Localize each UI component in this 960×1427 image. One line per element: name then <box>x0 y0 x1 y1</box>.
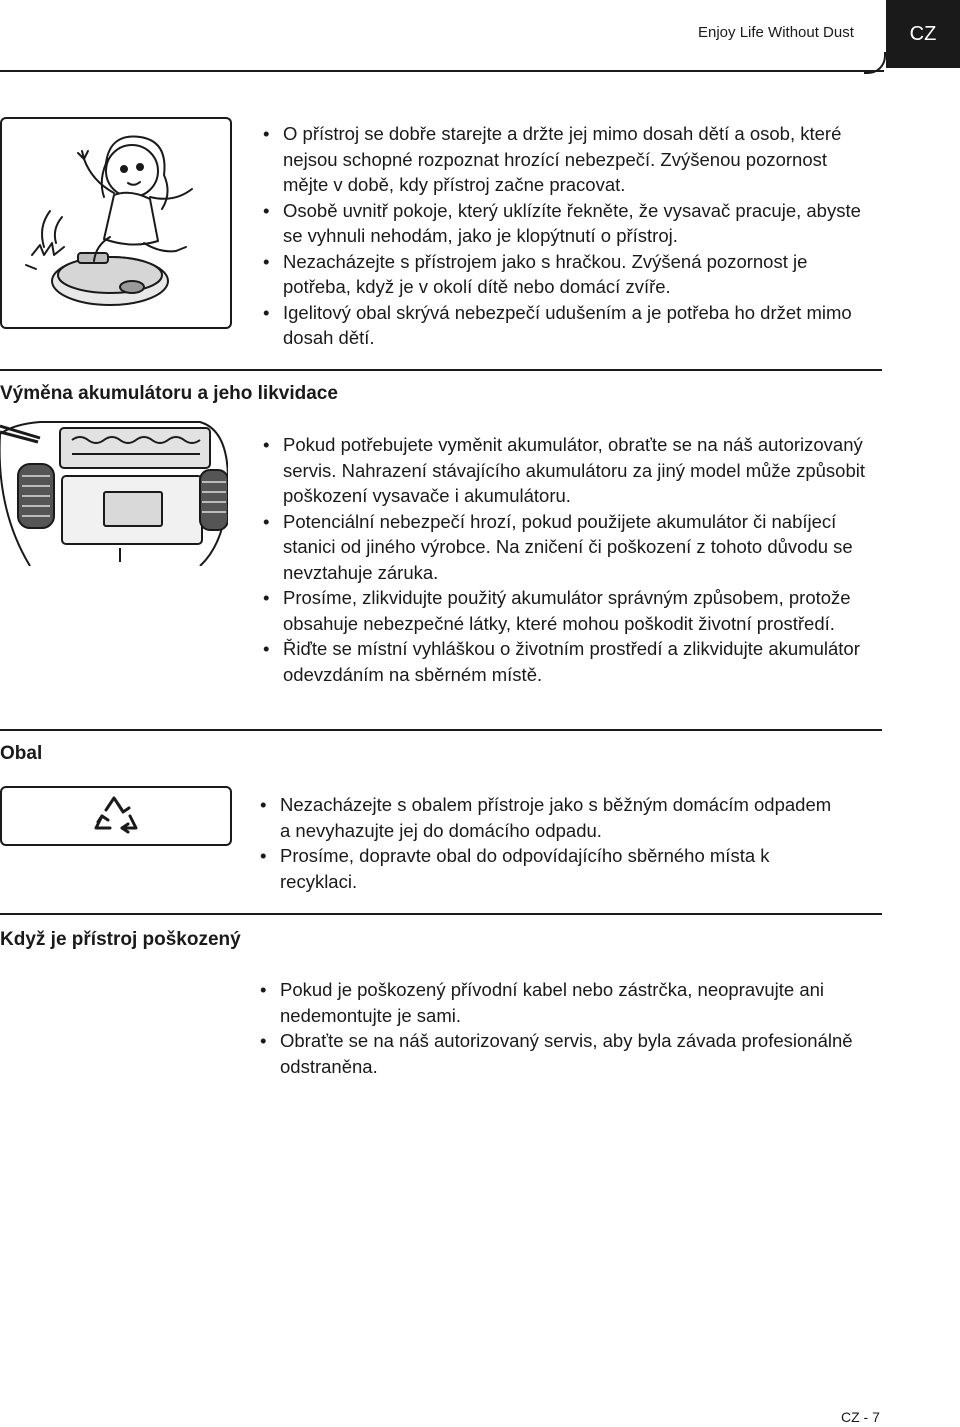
section-divider <box>0 369 882 371</box>
header-tagline: Enjoy Life Without Dust <box>698 24 854 41</box>
recycle-illustration <box>0 786 232 846</box>
page-number: CZ - 7 <box>841 1409 880 1425</box>
packaging-section-title: Obal <box>0 743 43 764</box>
damaged-list <box>260 977 872 1079</box>
robot-underside-illustration <box>0 420 228 566</box>
list-item: • Nezacházejte s přístrojem jako s hračkou. Zvýšená pozornost je potřeba, když je v okolí dítě nebo domácí zvíře. <box>263 249 875 300</box>
section-divider <box>0 729 882 731</box>
battery-list <box>263 432 887 687</box>
list-item: • Pokud potřebujete vyměnit akumulátor, obraťte se na náš autorizovaný servis. Nahrazení stávajícího akumulátoru za jiný model může způsobit poškození vysavače i akumulátoru. <box>263 432 887 509</box>
list-item: • Potenciální nebezpečí hrozí, pokud použijete akumulátor či nabíjecí stanici od jiného výrobce. Na zničení či poškození z tohoto důvodu se nevztahuje záruka. <box>263 509 887 586</box>
recycle-icon <box>2 788 230 844</box>
child-on-robot-icon <box>2 119 230 327</box>
list-item: • Obraťte se na náš autorizovaný servis, aby byla závada profesionálně odstraněna. <box>260 1028 872 1079</box>
section-divider <box>0 913 882 915</box>
list-item: • Nezacházejte s obalem přístroje jako s běžným domácím odpadem a nevyhazujte jej do domácího odpadu. <box>260 792 840 843</box>
list-item: • Igelitový obal skrývá nebezpečí udušením a je potřeba ho držet mimo dosah dětí. <box>263 300 875 351</box>
language-tab: CZ <box>886 0 960 68</box>
damaged-section-title: Když je přístroj poškozený <box>0 929 241 950</box>
list-item: • Osobě uvnitř pokoje, který uklízíte řekněte, že vysavač pracuje, abyste se vyhnuli nehodám, jako je klopýtnutí o přístroj. <box>263 198 875 249</box>
child-robot-illustration <box>0 117 232 329</box>
list-item: • Řiďte se místní vyhláškou o životním prostředí a zlikvidujte akumulátor odevzdáním na sběrném místě. <box>263 636 887 687</box>
list-item: • O přístroj se dobře starejte a držte jej mimo dosah dětí a osob, které nejsou schopné rozpoznat hrozící nebezpečí. Zvýšenou pozornost mějte v době, kdy přístroj začne pracovat. <box>263 121 875 198</box>
battery-section-title: Výměna akumulátoru a jeho likvidace <box>0 383 338 404</box>
header-rule <box>0 70 884 72</box>
packaging-list <box>260 792 840 894</box>
intro-safety-list <box>263 121 875 351</box>
list-item: • Pokud je poškozený přívodní kabel nebo zástrčka, neopravujte ani nedemontujte je sami. <box>260 977 872 1028</box>
list-item: • Prosíme, dopravte obal do odpovídajícího sběrného místa k recyklaci. <box>260 843 840 894</box>
list-item: • Prosíme, zlikvidujte použitý akumulátor správným způsobem, protože obsahuje nebezpečné látky, které mohou poškodit životní prostředí. <box>263 585 887 636</box>
robot-underside-icon <box>0 420 228 566</box>
